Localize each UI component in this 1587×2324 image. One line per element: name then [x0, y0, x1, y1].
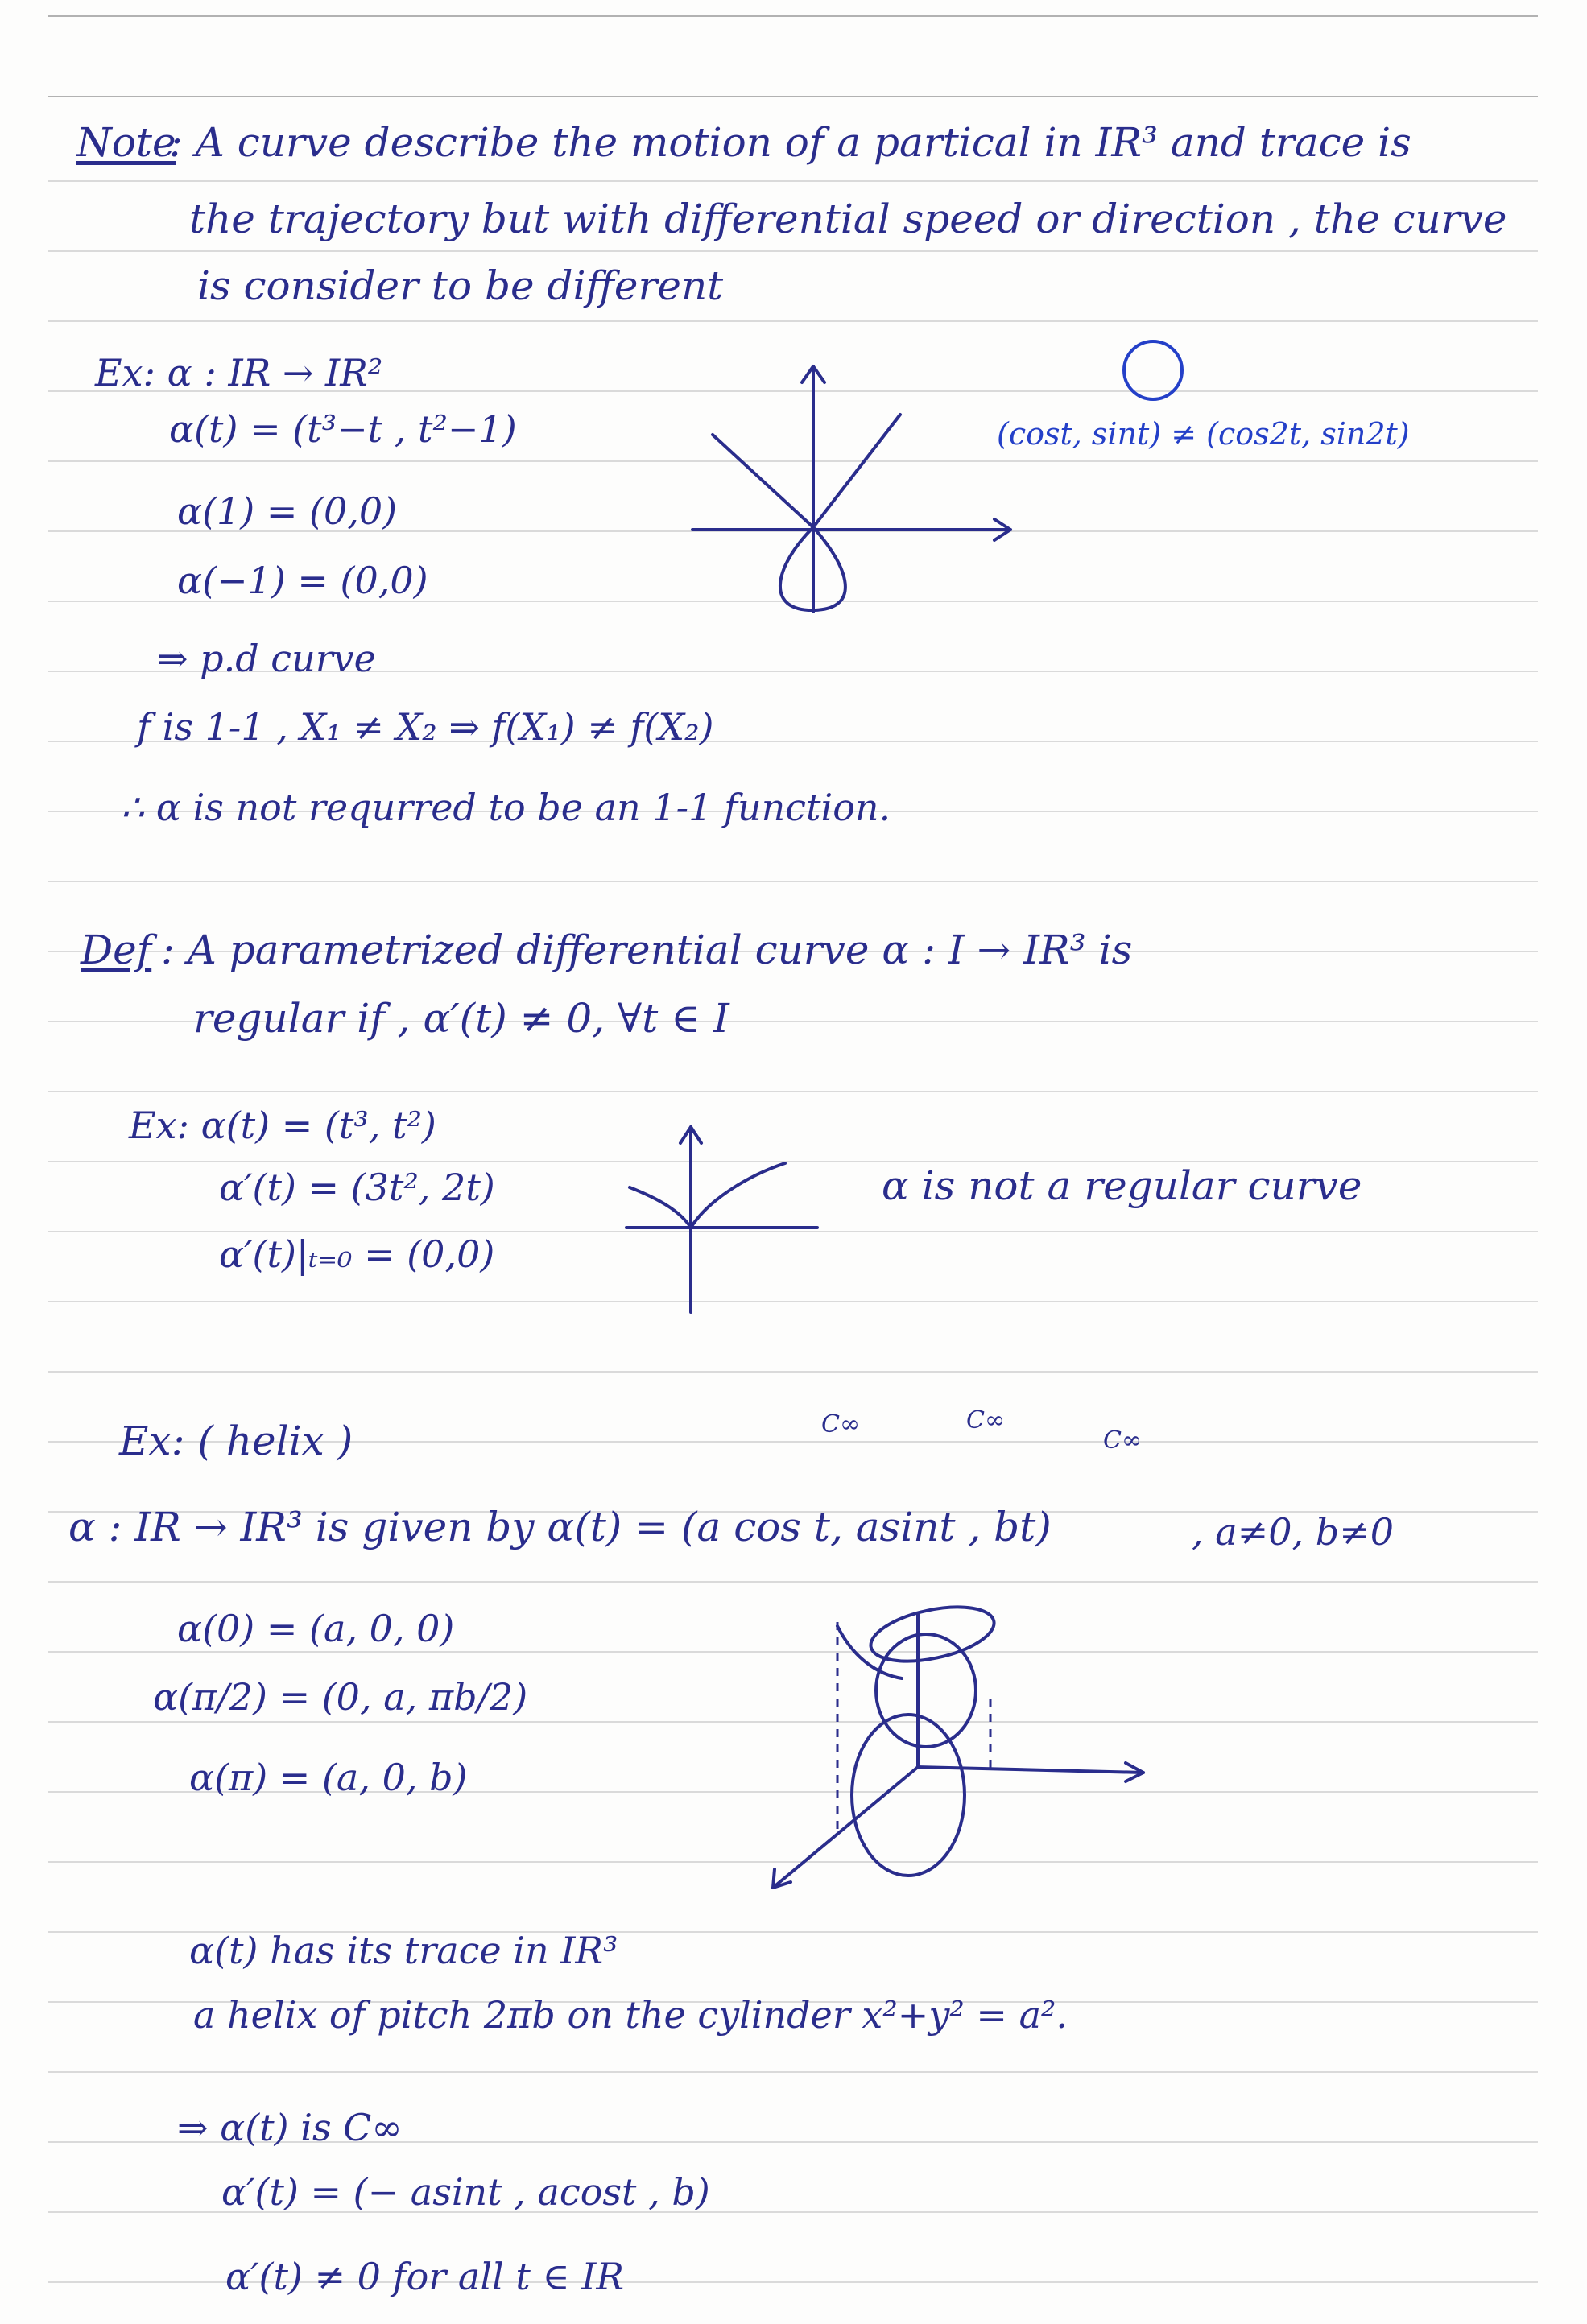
- ex1-equation-2: α(1) = (0,0): [177, 489, 398, 533]
- ex2-equation-1: α′(t) = (3t², 2t): [219, 1166, 495, 1209]
- circle-sketch: [1124, 341, 1182, 399]
- ex3-equation-3: α(π) = (a, 0, b): [189, 1756, 468, 1799]
- ex1-one-to-one: f is 1-1 , X₁ ≠ X₂ ⇒ f(X₁) ≠ f(X₂): [137, 705, 714, 749]
- ex1-therefore: ∴ α is not requrred to be an 1-1 function.: [121, 786, 891, 829]
- ex1-circle-note: (cost, sint) ≠ (cos2t, sin2t): [997, 416, 1410, 452]
- ex3-equation-1: α(0) = (a, 0, 0): [177, 1607, 455, 1650]
- ex1-heading: Ex: α : IR → IR²: [95, 351, 383, 394]
- ex2-equation-2: α′(t)|ₜ₌₀ = (0,0): [219, 1232, 495, 1276]
- ex3-smooth-mark-3: C∞: [1103, 1426, 1142, 1455]
- note-line-1: : A curve describe the motion of a partical in IR³ and trace is: [169, 119, 1411, 166]
- ex3-heading: Ex: ( helix ): [119, 1418, 353, 1464]
- def-label: Def: [81, 927, 152, 973]
- ex1-conclusion: ⇒ p.d curve: [157, 637, 376, 680]
- ex3-conditions: , a≠0, b≠0: [1192, 1510, 1394, 1554]
- ex2-cusp-sketch: [626, 1127, 817, 1312]
- ex1-equation-3: α(−1) = (0,0): [177, 559, 428, 602]
- def-line-2: regular if , α′(t) ≠ 0, ∀t ∈ I: [193, 995, 729, 1042]
- helix-sketch: [773, 1597, 1143, 1888]
- ex1-equation-1: α(t) = (t³−t , t²−1): [169, 407, 517, 451]
- ex2-remark: α is not a regular curve: [882, 1162, 1362, 1209]
- note-line-2: the trajectory but with differential speed or direction , the curve: [189, 196, 1507, 242]
- ex3-pitch: a helix of pitch 2πb on the cylinder x²+y² = a².: [193, 1993, 1068, 2037]
- ex3-given: α : IR → IR³ is given by α(t) = (a cos t, asint , bt): [68, 1504, 1052, 1550]
- ex3-nonzero: α′(t) ≠ 0 for all t ∈ IR: [225, 2255, 624, 2298]
- def-line-1: : A parametrized differential curve α : I → IR³ is: [161, 927, 1133, 973]
- ex3-equation-2: α(π/2) = (0, a, πb/2): [153, 1675, 528, 1719]
- ex3-derivative: α′(t) = (− asint , acost , b): [221, 2170, 710, 2214]
- ex3-trace: α(t) has its trace in IR³: [189, 1929, 618, 1972]
- ex2-heading: Ex: α(t) = (t³, t²): [129, 1104, 436, 1147]
- ex1-nodal-curve-sketch: [692, 366, 1010, 612]
- ex3-smooth-mark-2: C∞: [966, 1406, 1005, 1434]
- note-line-3: is consider to be different: [197, 262, 724, 309]
- ex3-smooth: ⇒ α(t) is C∞: [177, 2106, 403, 2149]
- note-label: Note: [76, 119, 176, 166]
- ex3-smooth-mark-1: C∞: [821, 1410, 860, 1439]
